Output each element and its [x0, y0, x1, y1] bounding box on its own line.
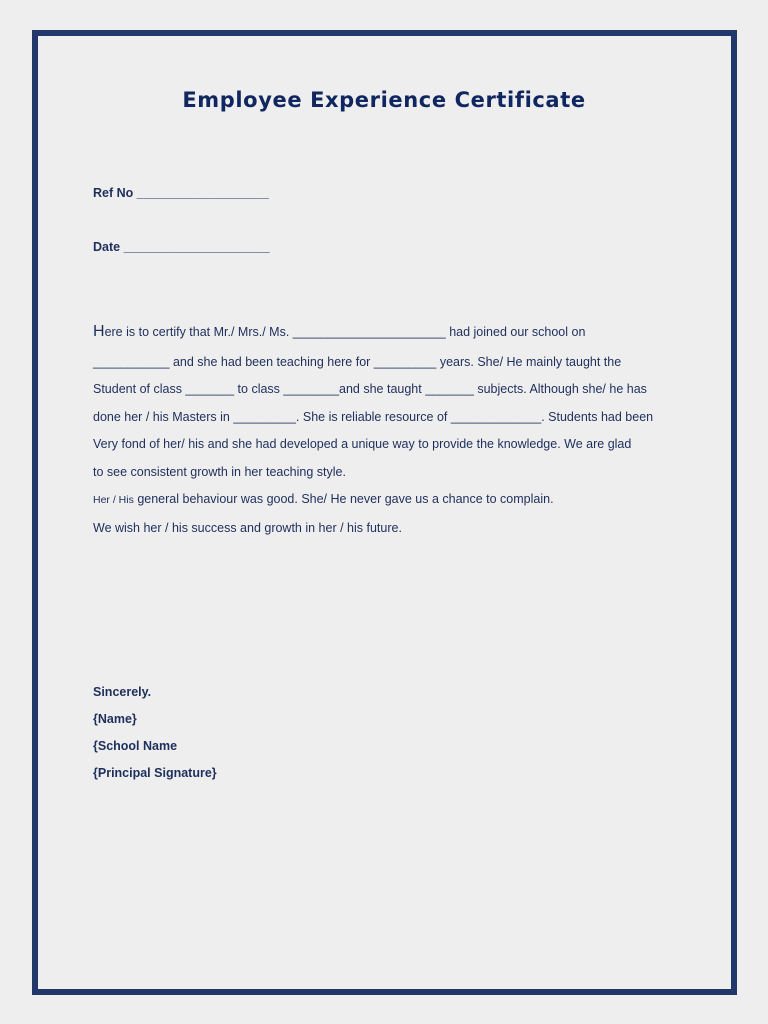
body-line-2: ___________ and she had been teaching here for _________ years. She/ He mainly taught the	[93, 355, 622, 369]
body-line-4: done her / his Masters in _________. She is reliable resource of _____________. Students had been	[93, 410, 654, 424]
body-line-8: We wish her / his success and growth in her / his future.	[93, 521, 402, 535]
body-line-7-text: general behaviour was good. She/ He never gave us a chance to complain.	[133, 492, 554, 506]
body-line-7	[93, 491, 554, 508]
certificate-title: Employee Experience Certificate	[182, 88, 586, 112]
principal-signature-placeholder: {Principal Signature}	[93, 766, 217, 780]
body-line-5: Very fond of her/ his and she had developed a unique way to provide the knowledge. We are glad	[93, 437, 632, 451]
school-name-placeholder: {School Name	[93, 739, 178, 753]
ref-number-line: Ref No ___________________	[93, 186, 269, 200]
body-line-1	[93, 324, 585, 340]
body-line-3: Student of class _______ to class ________and she taught _______ subjects. Although she/ he has	[93, 382, 647, 396]
pronoun-prefix: Her / His	[93, 494, 134, 506]
signer-name-placeholder: {Name}	[93, 712, 137, 726]
drop-cap: H	[93, 323, 105, 340]
certificate-border	[32, 30, 737, 995]
body-line-6: to see consistent growth in her teaching style.	[93, 465, 346, 479]
body-line-1-text: ere is to certify that Mr./ Mrs./ Ms. ______________________ had joined our school on	[104, 325, 586, 339]
date-line: Date _____________________	[93, 240, 270, 254]
closing-text: Sincerely.	[93, 685, 152, 699]
